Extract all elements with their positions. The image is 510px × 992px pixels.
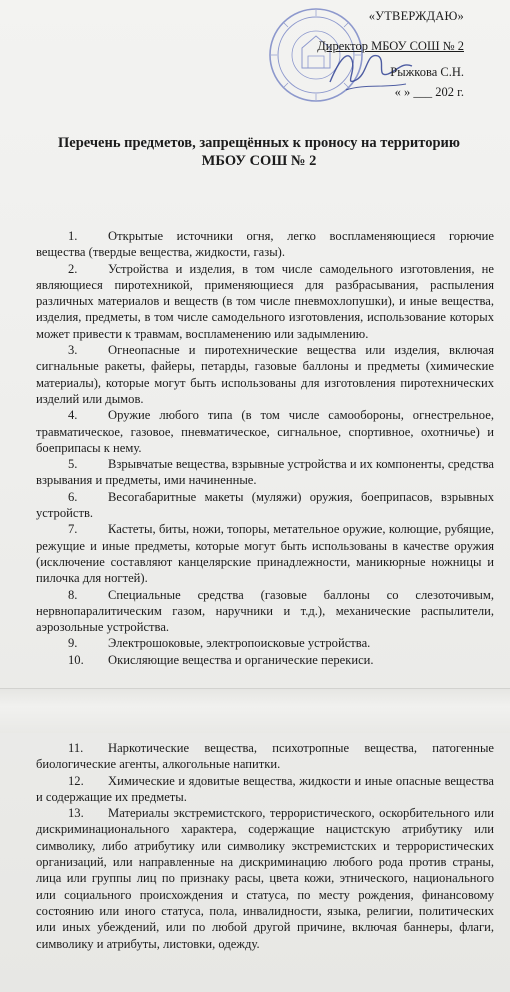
prohibited-items-list-continued [36,740,494,952]
item-number: 4. [68,408,78,423]
item-text: Весогабаритные макеты (муляжи) оружия, боеприпасов, взрывных устройств. [36,489,494,521]
list-item [36,228,494,261]
item-number: 8. [68,587,78,602]
item-text: Оружие любого типа (в том числе самообороны, огнестрельное, травматическое, газовое, пневматическое, сигнальное, спортивное, охотничье) и боеприпасы к нему. [36,408,494,455]
item-text: Материалы экстремистского, террористического, оскорбительного или дискриминационального характера, содержащие нацистскую атрибутику или символику, либо атрибутику или символику экстремистских и террористических организаций, или направленные на дискриминацию любого рода против страны, лица или группы лиц по признаку расы, цвета кожи, этнического, национального или социального происхождения и статуса, по месту рождения, финансовому состоянию или иного статуса, пола, инвалидности, языка, религии, политических или иных убеждений, или по любой другой причине, включая баннеры, флаги, символику и атрибуты, листовки, одежду. [36,806,494,951]
prohibited-items-list [36,228,494,668]
list-item [36,652,494,668]
approval-date: « » ___ 202 г. [394,85,464,99]
item-number: 1. [68,229,78,243]
list-item [36,521,494,586]
approval-post: Директор МБОУ СОШ № 2 [317,39,464,53]
list-item [36,773,494,806]
title-line-1: Перечень предметов, запрещённых к проносу на территорию [58,135,460,151]
item-number: 10. [68,652,84,667]
list-item [36,407,494,456]
item-number: 13. [68,806,84,821]
item-text: Специальные средства (газовые баллоны со слезоточивым, нервнопаралитическим газом, наручники и т.д.), механические распылители, аэрозольные устройства. [36,587,494,635]
list-item [36,456,494,489]
approval-block [274,8,464,100]
item-text: Кастеты, биты, ножи, топоры, метательное оружие, колющие, рубящие, режущие и иные предметы, которые могут быть использованы в качестве оружия (исключение составляют канцелярские принадлежности, маникюрные ножницы и пилочка для ногтей). [36,522,494,586]
approval-heading: «УТВЕРЖДАЮ» [368,9,464,23]
item-text: Огнеопасные и пиротехнические вещества или изделия, включая сигнальные ракеты, файеры, петарды, газовые баллоны и предметы (химические материалы), которые могут быть использованы для изготовления пиротехнических изделий или дымов. [36,343,494,406]
item-number: 12. [68,773,84,788]
list-item [36,587,494,636]
page-fold [0,688,510,733]
item-text: Открытые источники огня, легко воспламеняющиеся горючие вещества (твердые вещества, жидкости, газы). [36,229,494,260]
item-number: 6. [68,489,78,504]
item-number: 3. [68,343,78,358]
document-title [20,134,498,170]
item-number: 11. [68,741,84,755]
item-text: Окисляющие вещества и органические перекиси. [108,652,374,667]
item-number: 2. [68,261,78,276]
list-item [36,740,494,773]
item-text: Устройства и изделия, в том числе самодельного изготовления, не являющиеся пиротехникой, применяющиеся для разбрасывания, распыления различных материалов и веществ (в том числе пневмохлопушки), и иные вещества, изделия, предметы, в том числе самодельного изготовления, использование которых может привести к травмам, воспламенению или задымлению. [36,261,494,341]
item-number: 5. [68,457,78,472]
item-text: Химические и ядовитые вещества, жидкости и иные опасные вещества и содержащие их предметы. [36,773,494,804]
item-text: Наркотические вещества, психотропные вещества, патогенные биологические агенты, алкогольные напитки. [36,741,494,772]
item-text: Взрывчатые вещества, взрывные устройства и их компоненты, средства взрывания и предметы, ими начиненные. [36,457,494,488]
list-item [36,635,494,651]
approval-name: Рыжкова С.Н. [390,65,464,79]
list-item [36,805,494,952]
list-item [36,342,494,407]
title-line-2: МБОУ СОШ № 2 [201,153,317,169]
list-item [36,261,494,342]
item-number: 7. [68,522,78,537]
item-number: 9. [68,636,78,651]
list-item [36,489,494,522]
item-text: Электрошоковые, электропоисковые устройства. [108,636,371,651]
